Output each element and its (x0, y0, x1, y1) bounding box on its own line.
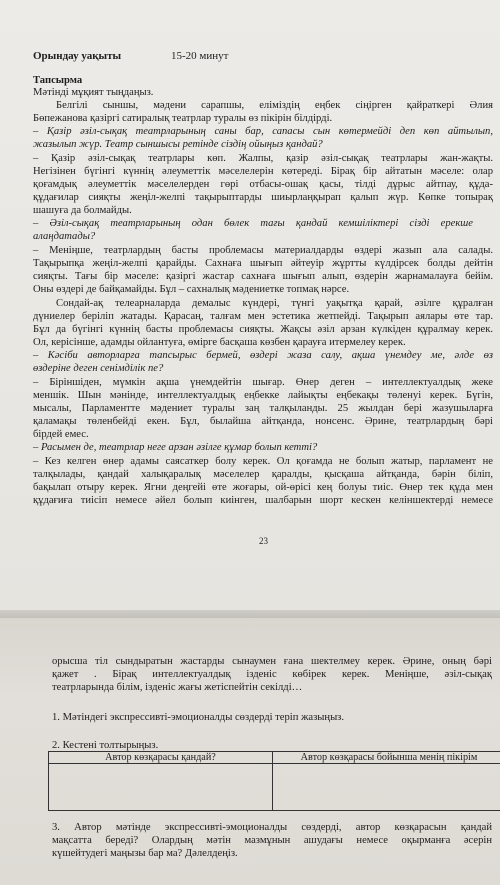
table-header-author-view: Автор көзқарасы қандай? (49, 752, 273, 764)
text-line: Бөпежанова қазіргі сатиралық театрлар туралы өз пікірін білдірді. (33, 113, 333, 124)
question-3-line: күшейтудегі маңызы бар ма? Дәлелдеңіз. (52, 848, 238, 859)
question-2: 2. Кестені толтырыңыз. (52, 740, 159, 751)
page-number: 23 (259, 536, 268, 546)
answer-table (48, 751, 500, 811)
question-line: алаңдатады? (33, 231, 96, 242)
text-line: театрларында білім, ізденіс жағы жетіспейтін секілді… (52, 682, 303, 693)
text-line: – Меніңше, театрлардың басты проблемасы материалдарды өздері жазып ала салады. (33, 245, 493, 256)
question-3-line: 3. Автор мәтінде экспрессивті-эмоционалды сөздерді, автор көзқарасын қандай (52, 822, 492, 833)
text-line: Сондай-ақ телеарналарда демалыс күндері, түнгі уақытқа қарай, әзілге құралған (56, 298, 493, 309)
text-line: қаламақы төленбейді екен. Бұл, былайша айтқанда, нонсенс. Әрине, театрлардың бәрі (33, 416, 493, 427)
text-line: – Қазір әзіл-сықақ театрлары көп. Жалпы, қазір әзіл-сықақ театрлары жан-жақты. (33, 153, 493, 164)
text-line: Бұл да бүгінгі күннің басты проблемасы сияқты. Жақсы әзіл арзан күлкіден құралмау керек. (33, 324, 493, 335)
text-line: талқылады, қандай халықаралық мәселелер қаралды, қысқаша айтқанда, бәрін біліп, (33, 469, 493, 480)
text-line: дүниелер беріліп жатады. Қарасаң, талғам мен эстетика жетпейді. Тақырып аялары өте тар. (33, 311, 493, 322)
task-heading: Тапсырма (33, 75, 83, 86)
question-line: – Кәсіби авторларға тапсырыс бермей, өздері жаза салу, ақша үнемдеу ме, әлде өз (33, 350, 493, 361)
text-line: құдағилар сияқты жеңіл-желпі тақырыптарды шиырлаңқырап қалып жүр. Көпке топырақ (33, 192, 493, 203)
question-line: өздеріне деген сенімділік пе? (33, 363, 164, 374)
text-line: Негізінен бүгінгі күннің әлеуметтік мәселелерін көтереді. Бірақ бір айтатын мәселе: олар (33, 166, 493, 177)
text-line: сияқты. Тағы бір мәселе: қазіргі жастар сахнаға шығып алып, өздерін жарнамалауға бейім. (33, 271, 493, 282)
text-line: Белгілі сыншы, мәдени сарапшы, еліміздің еңбек сіңірген қайраткері Әлия (56, 100, 493, 111)
question-line: – Қазір әзіл-сықақ театрларының саны бар, сапасы сын көтермейді деп көп айтылып, (33, 126, 493, 137)
text-line: мысалы, Парламентте мәдениет туралы заң талқыланды. 25 жылдан бері жазушыларға (33, 403, 493, 414)
text-line: бақылап отыру керек. Ягни деңгейі өте жоғары, ой-өрісі кең болуы тиіс. Өнер тек құда мен (33, 482, 493, 493)
question-line: жазылып жүр. Театр сыншысы ретінде сіздің ойыңыз қандай? (33, 139, 323, 150)
text-line: – Кез келген өнер адамы саясаткер болу керек. Ол қоғамда не болып жатыр, парламент не (33, 456, 493, 467)
question-line: – Расымен де, театрлар неге арзан әзілге құмар болып кетті? (33, 442, 318, 453)
text-line: Тақырыпқа жеңіл-желпі қарайды. Сахнаға шығып әйтеуір жұртты күлдірсек болды дейтін (33, 258, 493, 269)
text-line: Ол, керісінше, адамды ойлантуға, өмірге басқаша көзбен қарауға итермелеу керек. (33, 337, 406, 348)
text-line: – Біріншіден, мүмкін ақша үнемдейтін шығар. Өнер деген – интеллектуалдық жеке (33, 377, 493, 388)
text-line: құдағиға тиісіп немесе әйел болып киінген, шалбарын шорт кескен келіншектерді немесе (33, 495, 493, 506)
text-line: шашуға да болмайды. (33, 205, 132, 216)
instruction: Мәтінді мұқият тыңдаңыз. (33, 87, 154, 98)
question-3-line: мақсатта береді? Олардың мәтін мазмұнын ашудағы немесе оқырманға әсерін (52, 835, 492, 846)
question-line: – Әзіл-сықақ театрларының одан бөлек тағы қандай кемшіліктері сізді ерекше (33, 218, 473, 229)
time-label: Орындау уақыты (33, 50, 122, 62)
answer-cell-my-opinion[interactable] (273, 764, 500, 811)
text-line: Оны өздері де байқамайды. Бұл – сахналық мәдениетке топмақ нәрсе. (33, 284, 350, 295)
text-line: қажет . Бірақ интеллектуалдық ізденіс көбірек керек. Меніңше, әзіл-сықақ (52, 669, 492, 680)
text-line: қоғамдық әлеуметтік мәселелерден гөрі отбасы-ошақ қасы, тілді дұрыс айтпау, құда- (33, 179, 493, 190)
answer-cell-author-view[interactable] (49, 764, 273, 811)
text-line: орысша тіл сындыратын жастарды сынаумен ғана шектелмеу керек. Әрине, оның бәрі (52, 656, 492, 667)
text-line: бірдей емес. (33, 429, 89, 440)
text-line: меншік. Шын мәнінде, интеллектуалдық еңбекке лайықты еңбекақы төленуі керек. Бүгін, (33, 390, 493, 401)
table-header-my-opinion: Автор көзқарасы бойынша менің пікірім (273, 752, 500, 764)
question-1: 1. Мәтіндегі экспрессивті-эмоционалды сөздерді теріп жазыңыз. (52, 712, 345, 723)
time-value: 15-20 минут (171, 50, 229, 62)
